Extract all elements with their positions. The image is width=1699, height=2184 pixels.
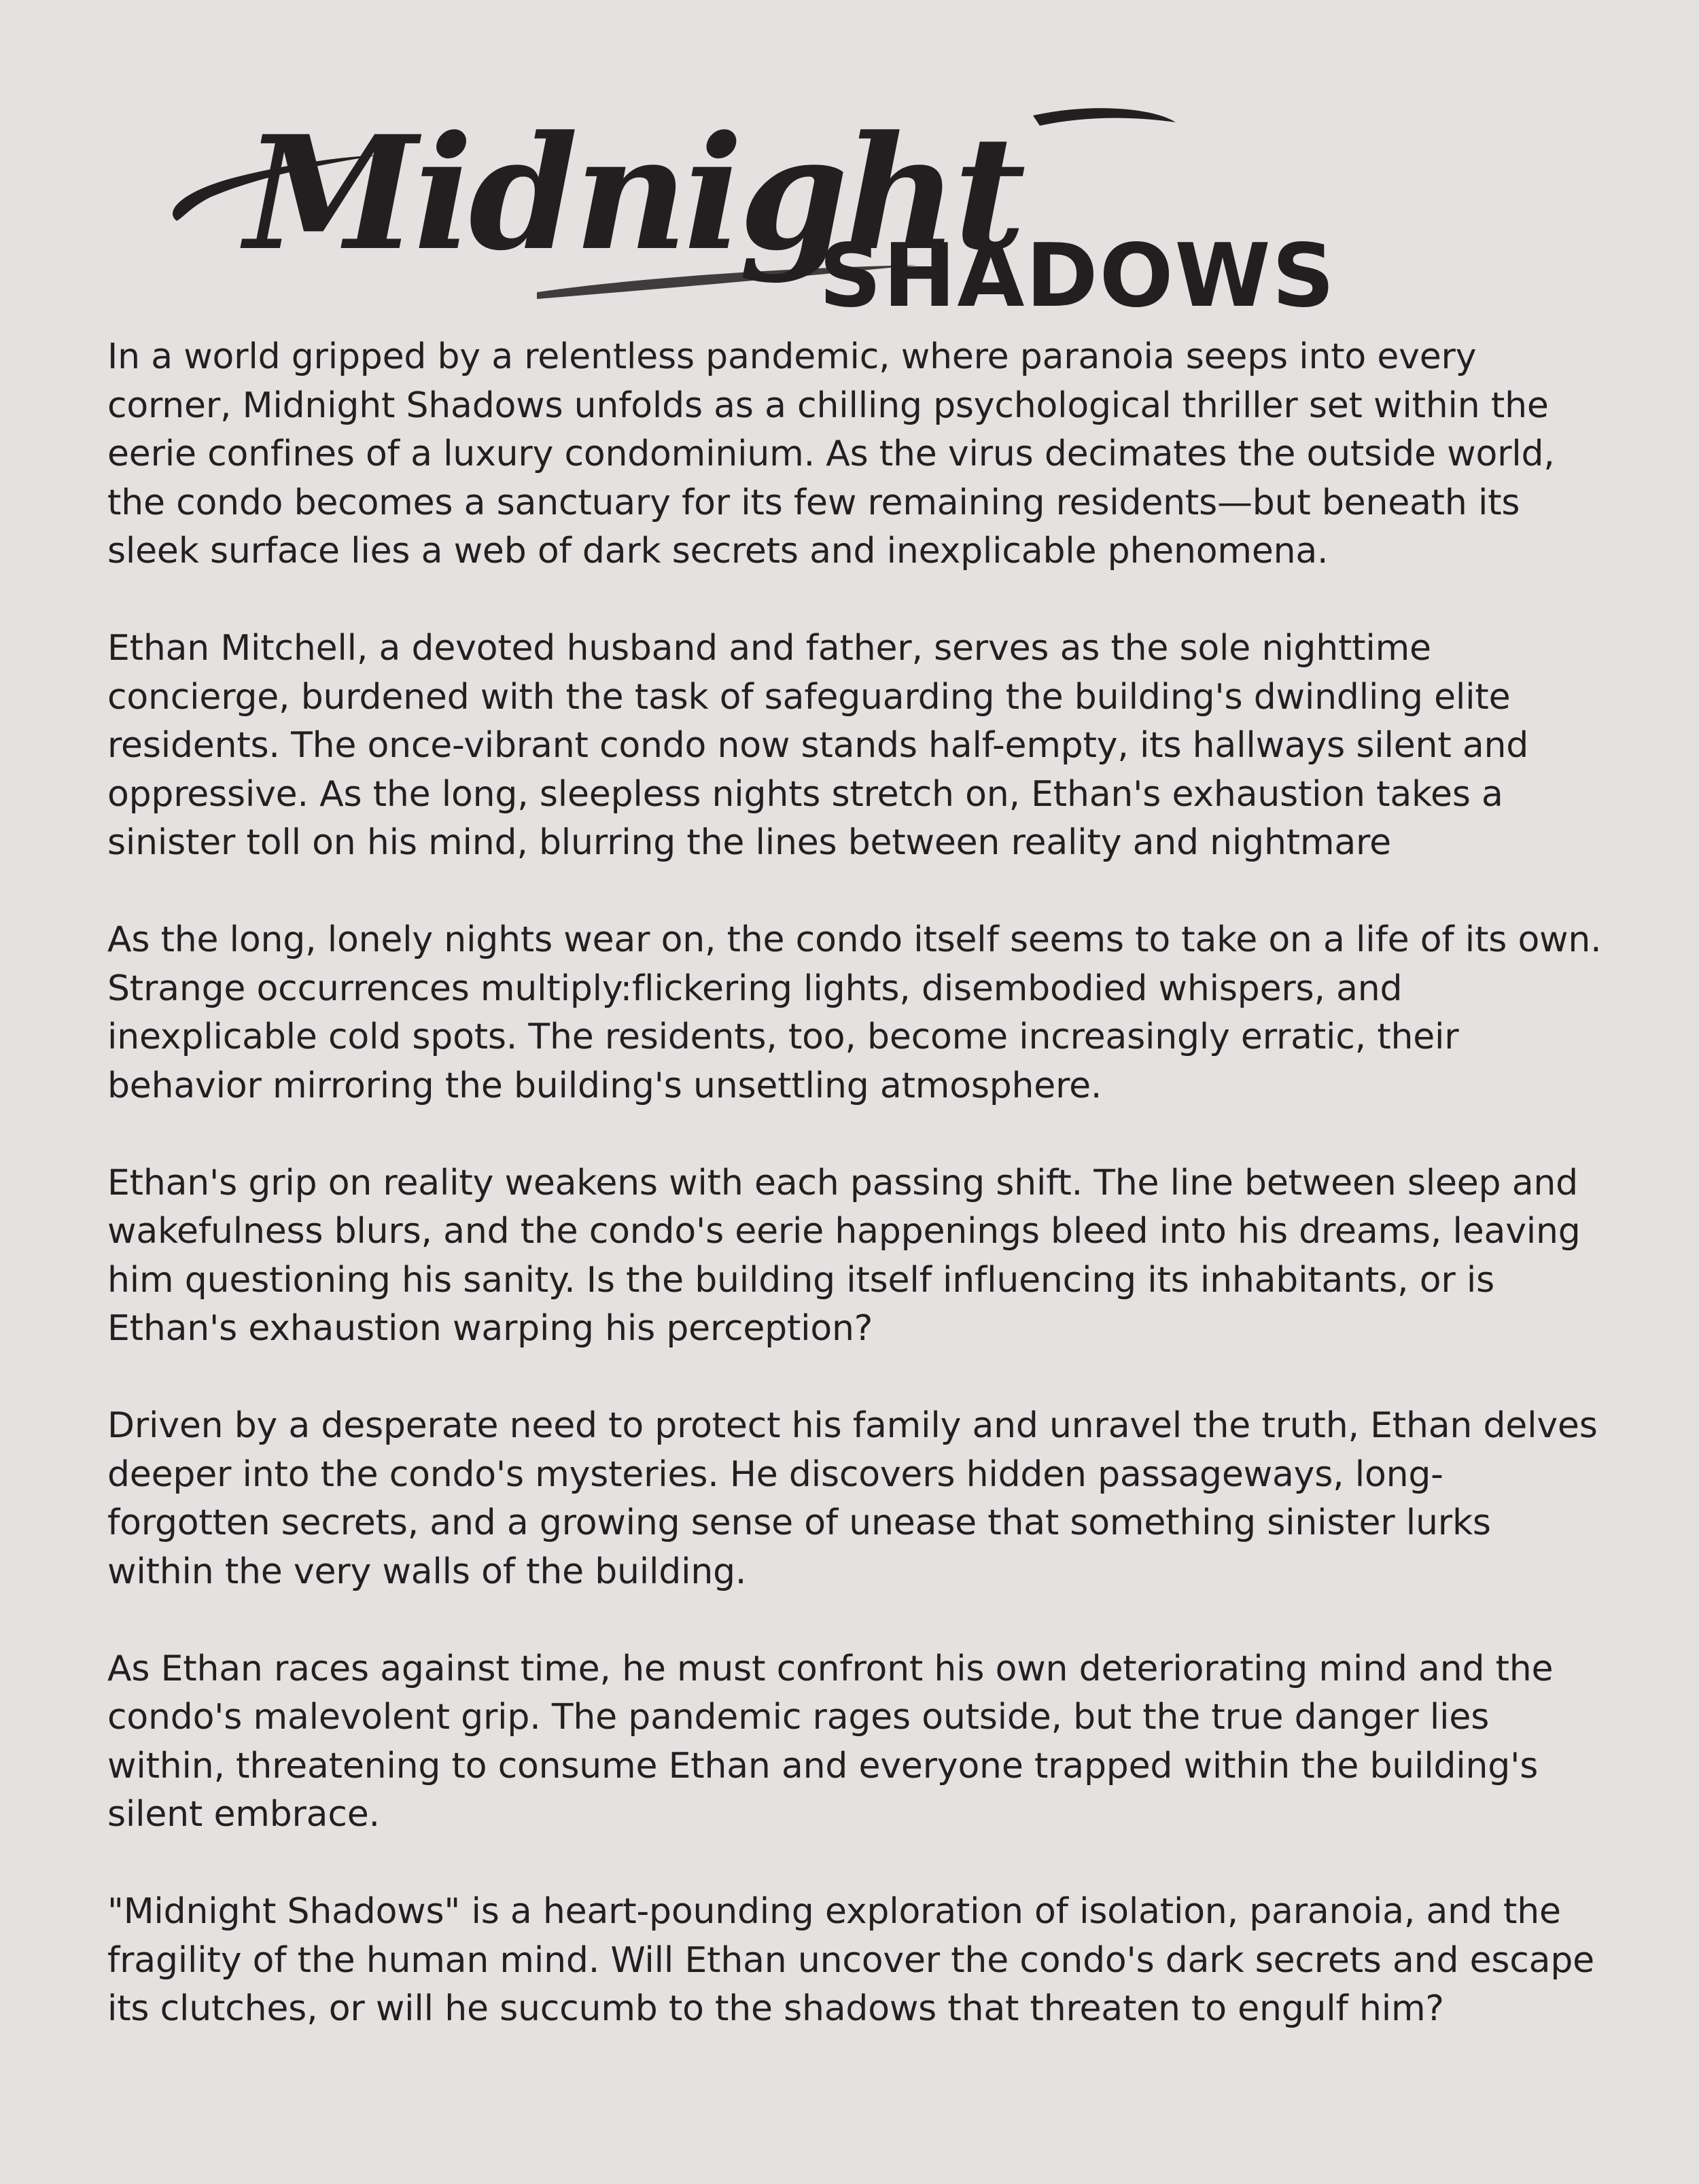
title-sub: SHADOWS [819, 226, 1336, 327]
paragraph-7: "Midnight Shadows" is a heart-pounding exploration of isolation, paranoia, and the fragility of the human mind. Will Ethan uncover the condo's dark secrets and escape its clutches, or will he succumb to the shadows that threaten to engulf him? [107, 1891, 1594, 2029]
paragraph-2: Ethan Mitchell, a devoted husband and father, serves as the sole nighttime concierge, burdened with the task of safeguarding the building's dwindling elite residents. The once-vibrant condo now stands half-empty, its hallways silent and oppressive. As the long, sleepless nights stretch on, Ethan's exhaustion takes a sinister toll on his mind, blurring the lines between reality and nightmare [107, 628, 1529, 863]
title-logo-svg [156, 75, 1420, 333]
paragraph-6: As Ethan races against time, he must confront his own deteriorating mind and the condo's malevolent grip. The pandemic rages outside, but the true danger lies within, threatening to consume Ethan and everyone trapped within the building's silent embrace. [107, 1648, 1554, 1835]
title-main: Midnight [245, 102, 1022, 285]
paragraph-4: Ethan's grip on reality weakens with each passing shift. The line between sleep and wakefulness blurs, and the condo's eerie happenings bleed into his dreams, leaving him questioning his sanity. Is the building itself influencing its inhabitants, or is Ethan's exhaustion warping his perception? [107, 1162, 1581, 1349]
title-logo [156, 75, 1420, 333]
brush-swash-right [1033, 108, 1176, 126]
synopsis-body [107, 333, 1602, 2082]
paragraph-3: As the long, lonely nights wear on, the condo itself seems to take on a life of its own. Strange occurrences multiply:flickering lights, disembodied whispers, and inexplicable cold spots. The residents, too, become increasingly erratic, their behavior mirroring the building's unsettling atmosphere. [107, 919, 1602, 1106]
paragraph-1: In a world gripped by a relentless pandemic, where paranoia seeps into every corner, Midnight Shadows unfolds as a chilling psychological thriller set within the eerie confines of a luxury condominium. As the virus decimates the outside world, the condo becomes a sanctuary for its few remaining residents—but beneath its sleek surface lies a web of dark secrets and inexplicable phenomena. [107, 336, 1555, 571]
paragraph-5: Driven by a desperate need to protect his family and unravel the truth, Ethan delves deeper into the condo's mysteries. He discovers hidden passageways, long-forgotten secrets, and a growing sense of unease that something sinister lurks within the very walls of the building. [107, 1405, 1598, 1592]
